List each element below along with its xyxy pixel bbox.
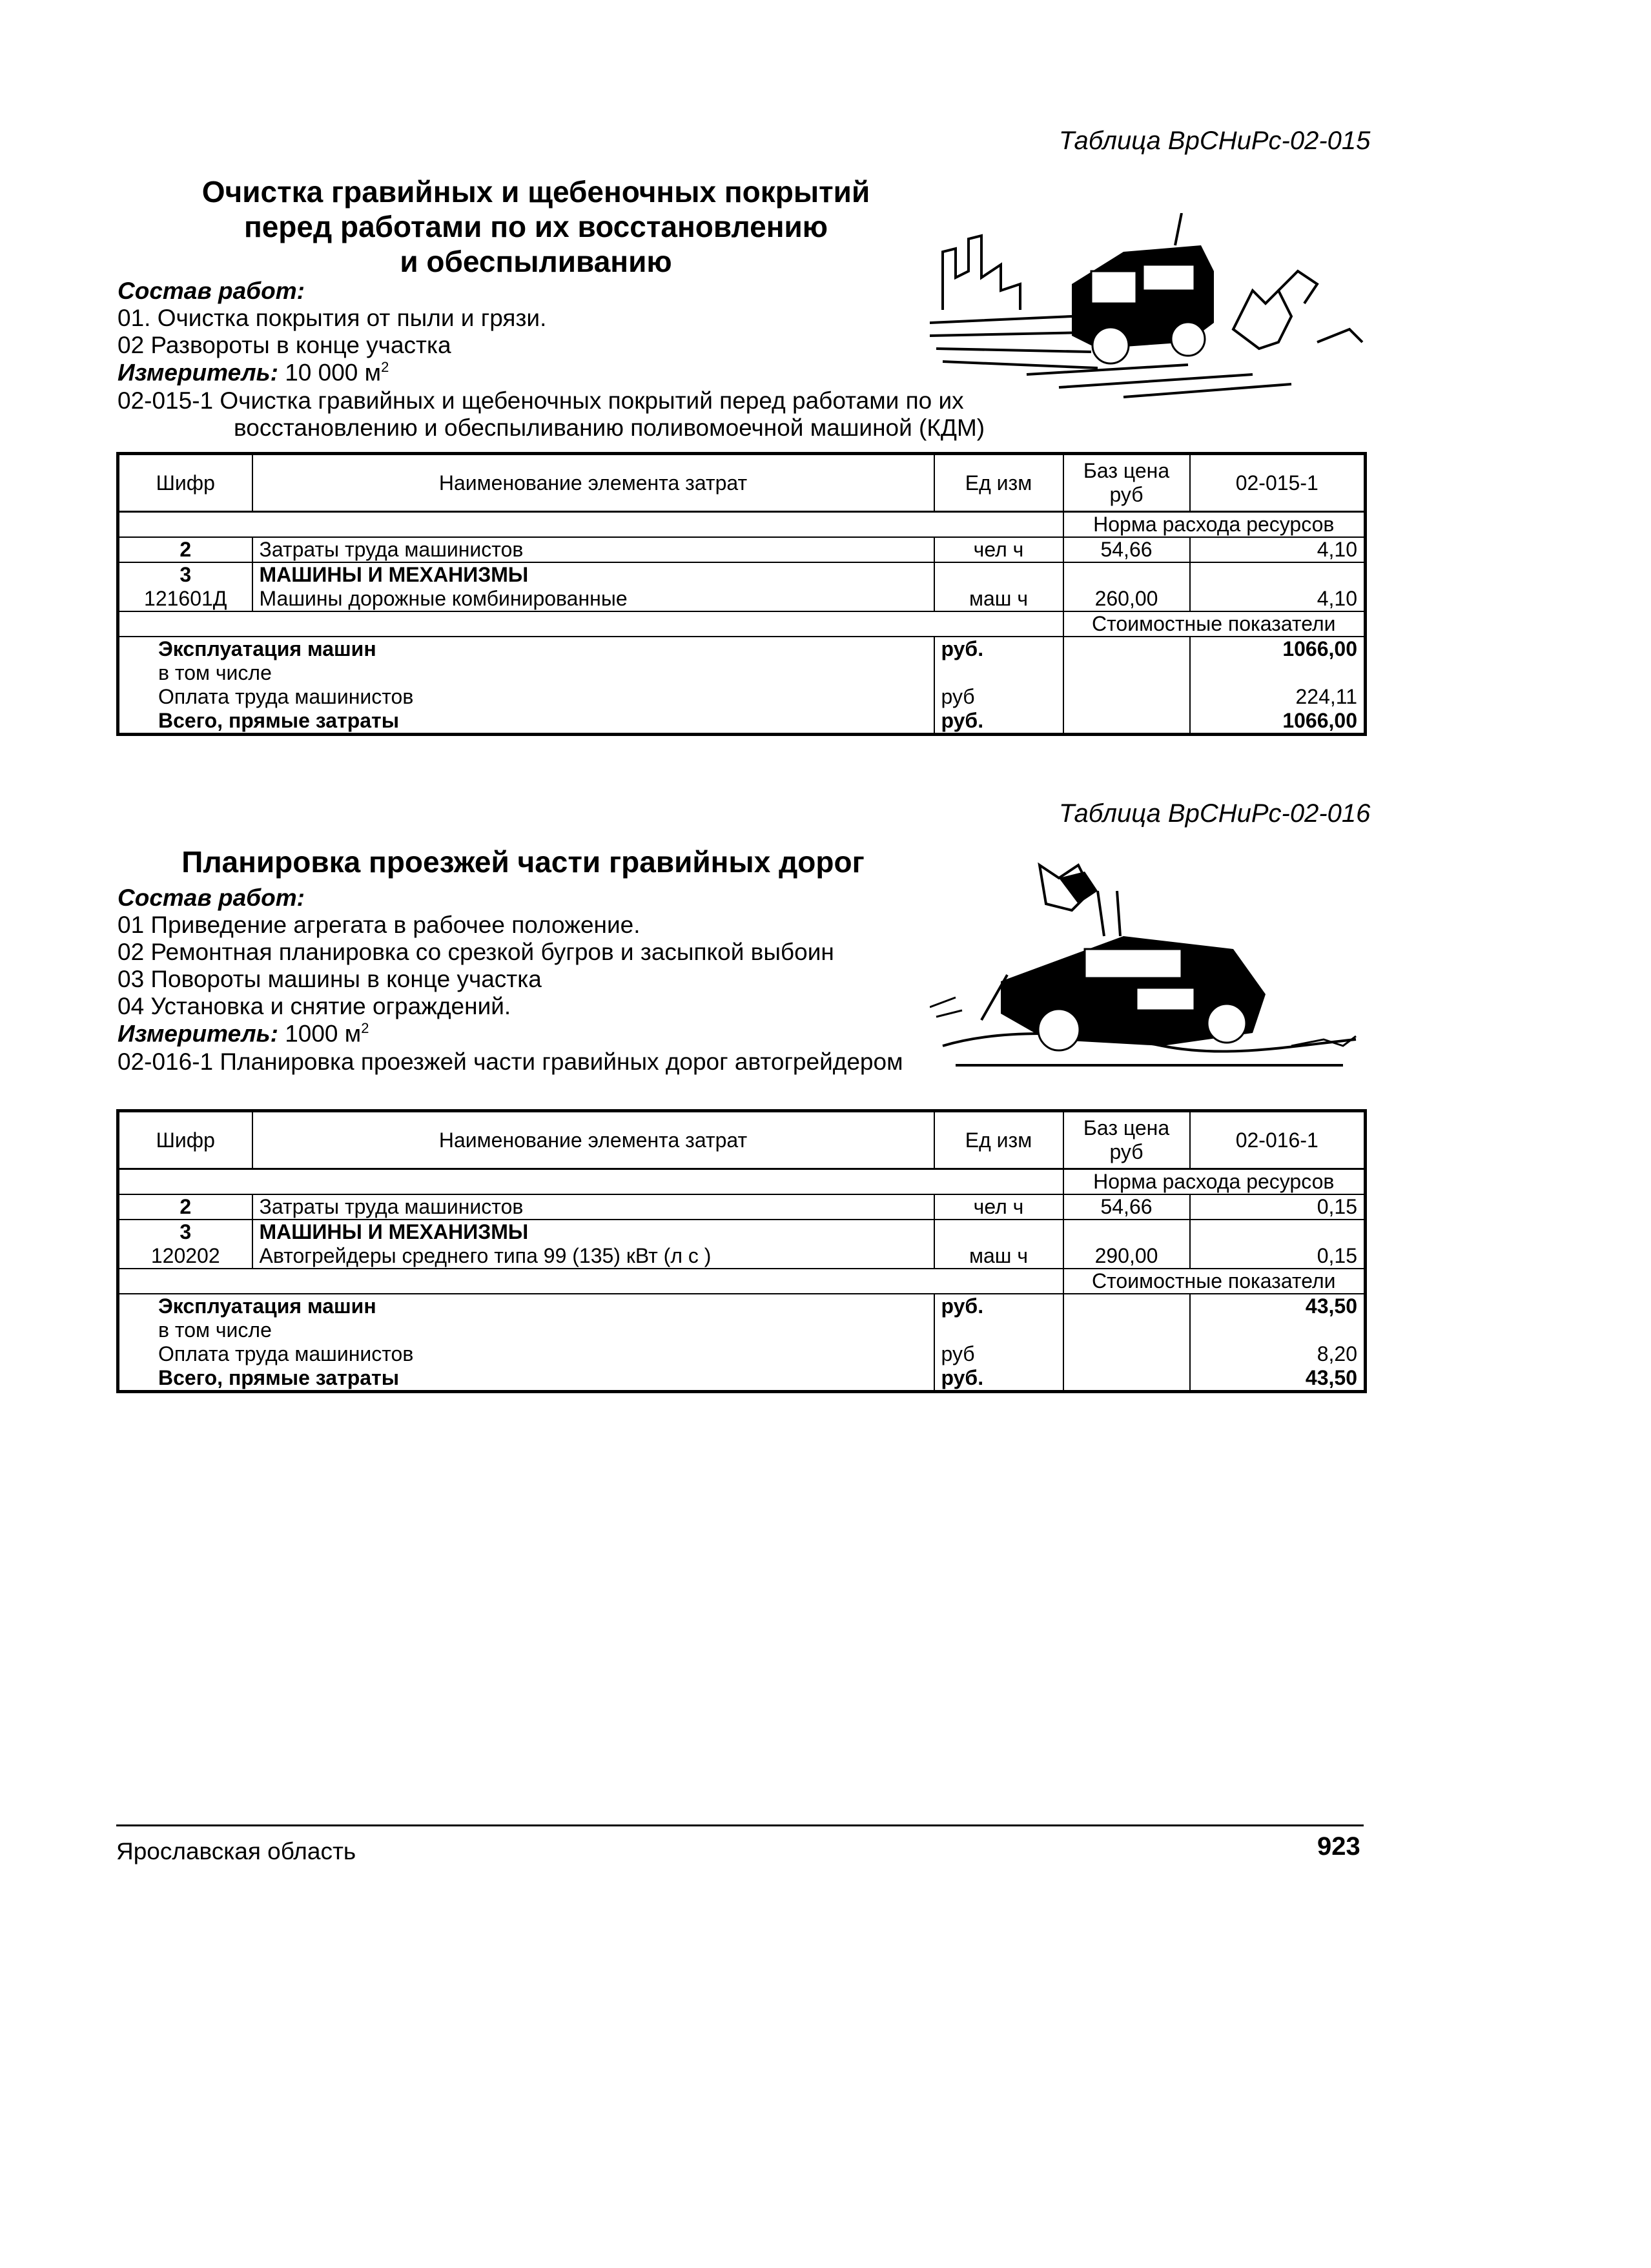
price-cell: 290,00 [1063,1244,1190,1269]
composition-label: Состав работ: [118,278,305,304]
table-reference: Таблица ВрСНиРс-02-016 [1059,799,1371,828]
code-cell: 2 [118,537,252,562]
work-item: 02 Развороты в конце участка [118,332,451,358]
name-cell: Автогрейдеры среднего типа 99 (135) кВт (л с ) [252,1244,934,1269]
table-row [118,685,1366,709]
header-cell: 02-015-1 [1190,454,1366,512]
unit-cell: чел ч [934,537,1063,562]
name-cell: Эксплуатация машин [118,637,934,661]
table-row [118,1220,1366,1244]
unit-cell: руб. [934,709,1063,735]
header-cell: Ед изм [934,1111,1063,1169]
table-row [118,1318,1366,1342]
header-cell: Наименование элемента затрат [252,454,934,512]
table-reference: Таблица ВрСНиРс-02-015 [1059,127,1371,155]
value-cell: 1066,00 [1190,637,1366,661]
code-line: 02-015-1 Очистка гравийных и щебеночных покрытий перед работами по их [118,387,964,414]
section-title [116,844,930,879]
work-item: 01. Очистка покрытия от пыли и грязи. [118,305,547,331]
work-item: 02 Ремонтная планировка со срезкой бугров и засыпкой выбоин [118,939,834,965]
meter-value: 10 000 м [285,359,382,386]
work-item: 03 Повороты машины в конце участка [118,966,542,992]
norm-label: Норма расхода ресурсов [1063,512,1366,538]
value-cell: 0,15 [1190,1194,1366,1220]
table-row [118,1244,1366,1269]
table-row [118,537,1366,562]
table-row [118,587,1366,611]
value-cell: 43,50 [1190,1294,1366,1318]
cost-label: Стоимостные показатели [1063,611,1366,637]
name-cell: Всего, прямые затраты [118,709,934,735]
code-line: 02-016-1 Планировка проезжей части гравийных дорог автогрейдером [118,1048,903,1075]
table-row [118,1342,1366,1366]
header-cell: Шифр [118,454,252,512]
sweeper-truck-illustration [930,213,1369,400]
cost-table [116,1109,1367,1393]
table-row [118,562,1366,587]
meter-label: Измеритель: [118,1020,278,1047]
code-cell: 2 [118,1194,252,1220]
value-cell: 43,50 [1190,1366,1366,1392]
name-cell: Машины дорожные комбинированные [252,587,934,611]
code-cell: 121601Д [118,587,252,611]
footer-divider [116,1824,1364,1826]
header-cell: Шифр [118,1111,252,1169]
value-cell: 1066,00 [1190,709,1366,735]
composition-label: Состав работ: [118,884,305,911]
price-cell: 260,00 [1063,587,1190,611]
code-cell: 120202 [118,1244,252,1269]
table-header-row [118,1111,1366,1169]
footer-region: Ярославская область [116,1838,356,1864]
unit-cell: руб. [934,1294,1063,1318]
grader-illustration [930,852,1369,1085]
name-cell: Затраты труда машинистов [252,1194,934,1220]
name-cell: Оплата труда машинистов [118,1342,934,1366]
section-title [116,174,956,279]
unit-cell: маш ч [934,587,1063,611]
code-cell: 3 [118,562,252,587]
meter-label: Измеритель: [118,359,278,386]
header-cell: Баз цена руб [1063,1111,1190,1169]
meter-line [118,359,389,386]
cost-label-row [118,1269,1366,1294]
unit-cell: маш ч [934,1244,1063,1269]
name-cell: Всего, прямые затраты [118,1366,934,1392]
table-row [118,1194,1366,1220]
name-cell: в том числе [118,1318,934,1342]
value-cell: 224,11 [1190,685,1366,709]
work-item: 04 Установка и снятие ограждений. [118,993,511,1019]
price-cell: 54,66 [1063,1194,1190,1220]
code-line: восстановлению и обеспыливанию поливомоечной машиной (КДМ) [234,414,985,441]
meter-sup: 2 [381,359,389,375]
code-cell: 3 [118,1220,252,1244]
name-cell: Эксплуатация машин [118,1294,934,1318]
cost-label-row [118,611,1366,637]
value-cell: 4,10 [1190,537,1366,562]
table-header-row [118,454,1366,512]
work-item: 01 Приведение агрегата в рабочее положение. [118,912,641,938]
norm-label-row [118,512,1366,538]
title-line: перед работами по их восстановлению [243,210,828,243]
header-cell: 02-016-1 [1190,1111,1366,1169]
norm-label-row [118,1169,1366,1195]
unit-cell: чел ч [934,1194,1063,1220]
unit-cell: руб [934,1342,1063,1366]
price-cell: 54,66 [1063,537,1190,562]
unit-cell: руб. [934,637,1063,661]
cost-label: Стоимостные показатели [1063,1269,1366,1294]
value-cell: 0,15 [1190,1244,1366,1269]
meter-line [118,1020,369,1047]
header-cell: Ед изм [934,454,1063,512]
title-line: Очистка гравийных и щебеночных покрытий [201,175,870,209]
page-number: 923 [1317,1832,1360,1861]
unit-cell: руб. [934,1366,1063,1392]
meter-sup: 2 [361,1020,369,1036]
norm-label: Норма расхода ресурсов [1063,1169,1366,1195]
table-row [118,1294,1366,1318]
title-line: Планировка проезжей части гравийных дорог [181,845,865,879]
name-cell: МАШИНЫ И МЕХАНИЗМЫ [252,1220,934,1244]
name-cell: МАШИНЫ И МЕХАНИЗМЫ [252,562,934,587]
table-row [118,709,1366,735]
table-row [118,637,1366,661]
table-row [118,1366,1366,1392]
name-cell: Затраты труда машинистов [252,537,934,562]
table-row [118,661,1366,685]
title-line: и обеспыливанию [400,245,672,278]
header-cell: Наименование элемента затрат [252,1111,934,1169]
name-cell: в том числе [118,661,934,685]
cost-table [116,452,1367,736]
value-cell: 8,20 [1190,1342,1366,1366]
name-cell: Оплата труда машинистов [118,685,934,709]
header-cell: Баз цена руб [1063,454,1190,512]
meter-value: 1000 м [285,1020,362,1047]
unit-cell: руб [934,685,1063,709]
value-cell: 4,10 [1190,587,1366,611]
